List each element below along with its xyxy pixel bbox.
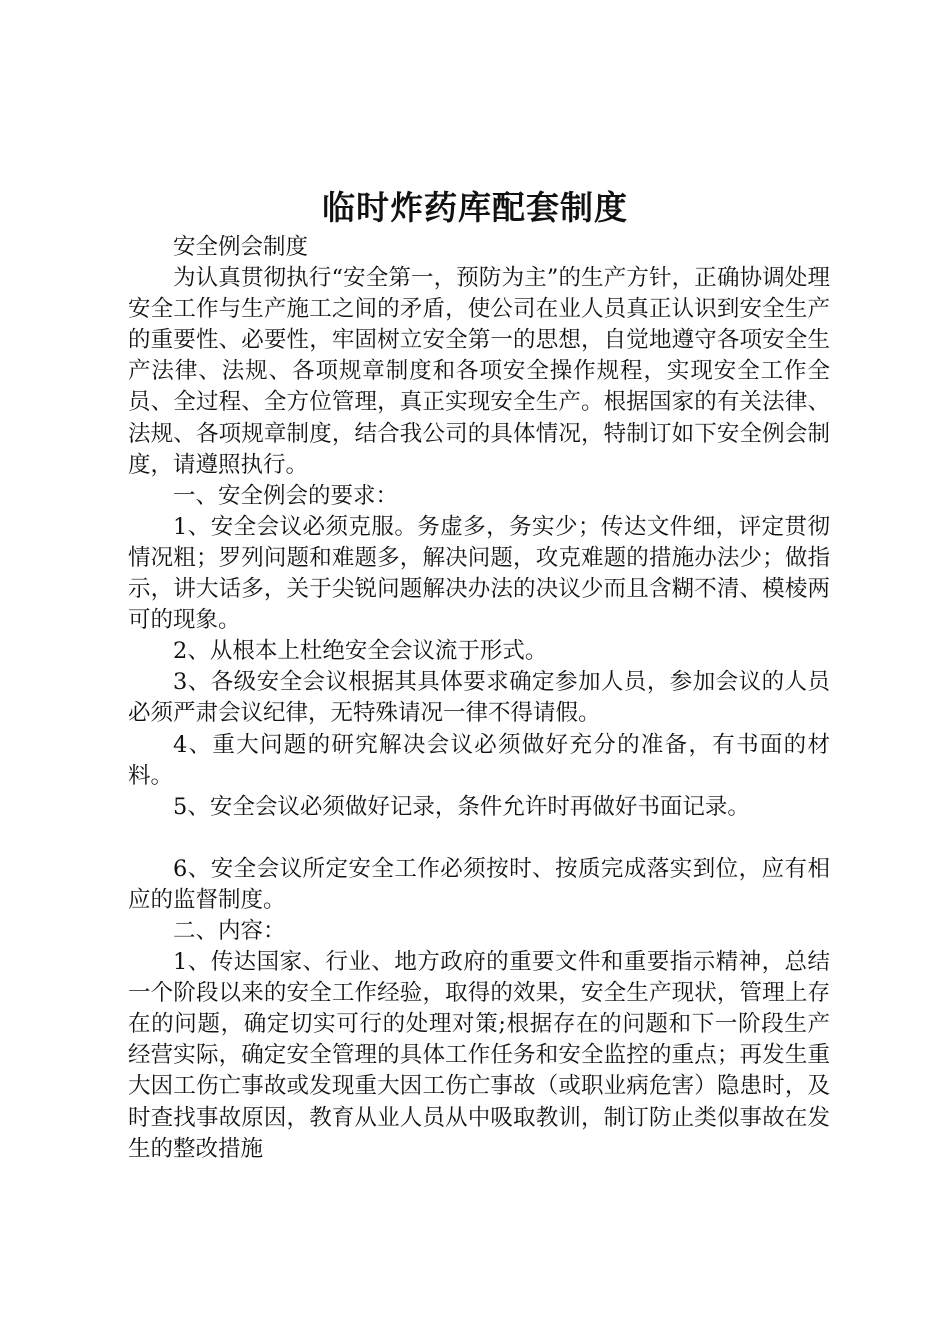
document-body	[128, 232, 830, 1165]
requirement-item-5: 5、安全会议必须做好记录，条件允许时再做好书面记录。	[173, 793, 750, 820]
document-title: 临时炸药库配套制度	[322, 188, 628, 227]
requirement-item-1: 1、安全会议必须克服。务虚多，务实少；传达文件细，评定贯彻情况粗；罗列问题和难题多，解决问题，攻克难题的措施办法少；做指示，讲大话多，关于尖锐问题解决办法的决议少而且含糊不清、模棱两可的现象。	[128, 513, 830, 634]
content-item-1: 1、传达国家、行业、地方政府的重要文件和重要指示精神，总结一个阶段以来的安全工作经验，取得的效果，安全生产现状，管理上存在的问题，确定切实可行的处理对策;根据存在的问题和下一阶段生产经营实际，确定安全管理的具体工作任务和安全监控的重点；再发生重大因工伤亡事故或发现重大因工伤亡事故（或职业病危害）隐患时，及时查找事故原因，教育从业人员从中吸取教训，制订防止类似事故在发生的整改措施	[128, 949, 830, 1162]
requirement-item-4: 4、重大问题的研究解决会议必须做好充分的准备，有书面的材料。	[128, 731, 830, 789]
section-heading-content: 二、内容：	[173, 917, 286, 944]
requirement-item-6: 6、安全会议所定安全工作必须按时、按质完成落实到位，应有相应的监督制度。	[128, 855, 830, 913]
section-heading-requirements: 一、安全例会的要求：	[173, 482, 399, 509]
intro-paragraph: 为认真贯彻执行“安全第一，预防为主”的生产方针，正确协调处理安全工作与生产施工之间的矛盾，使公司在业人员真正认识到安全生产的重要性、必要性，牢固树立安全第一的思想，自觉地遵守各项安全生产法律、法规、各项规章制度和各项安全操作规程，实现安全工作全员、全过程、全方位管理，真正实现安全生产。根据国家的有关法律、法规、各项规章制度，结合我公司的具体情况，特制订如下安全例会制度，请遵照执行。	[128, 265, 830, 478]
requirement-item-2: 2、从根本上杜绝安全会议流于形式。	[173, 638, 548, 665]
section-heading-safety-meeting: 安全例会制度	[173, 234, 309, 260]
requirement-item-3: 3、各级安全会议根据其具体要求确定参加人员，参加会议的人员必须严肃会议纪律，无特殊请况一律不得请假。	[128, 669, 830, 727]
